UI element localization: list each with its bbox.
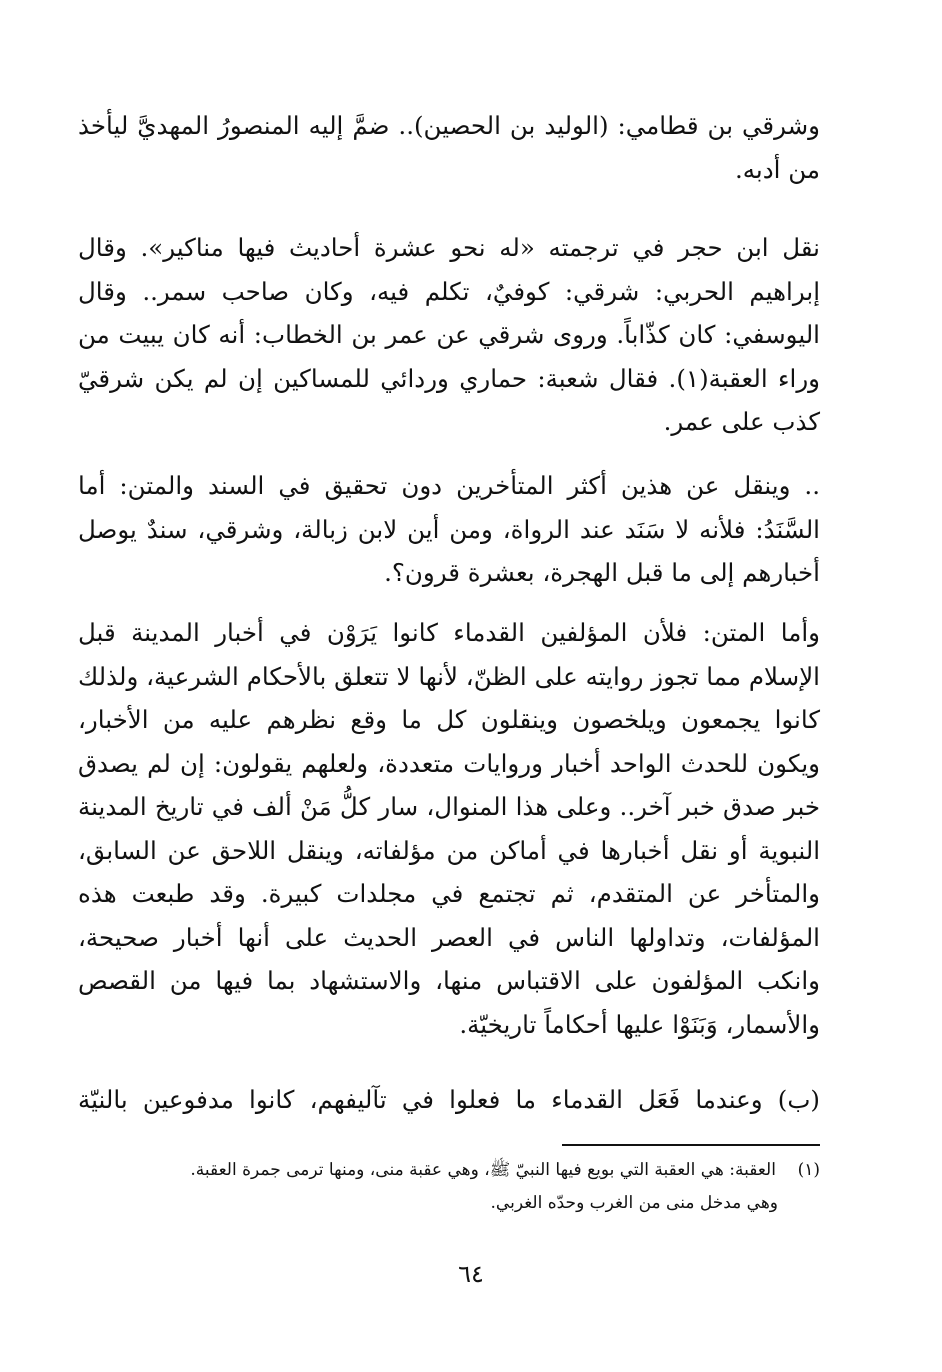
paragraph-1: وشرقي بن قطامي: (الوليد بن الحصين).. ضمَّ إليه المنصورُ المهديَّ ليأخذ من أدبه. [78, 111, 820, 184]
paragraph-2: نقل ابن حجر في ترجمته «له نحو عشرة أحاديث فيها مناكير». وقال إبراهيم الحربي: شرقي: كوفيٌ، تكلم فيه، وكان صاحب سمر.. وقال اليوسفي: كان كذّاباً. وروى شرقي عن عمر بن الخطاب: أنه كان يبيت من وراء العقبة(١). فقال شعبة: حماري وردائي للمساكين إن لم يكن شرقيّ كذب على عمر. [78, 233, 820, 436]
footnote-text-1: العقبة: هي العقبة التي بويع فيها النبيّ ﷺ، وهي عقبة منى، ومنها ترمى جمرة العقبة. [190, 1160, 776, 1180]
paragraph-3: .. وينقل عن هذين أكثر المتأخرين دون تحقيق في السند والمتن: أما السَّنَدُ: فلأنه لا سَنَد عند الرواة، ومن أين لابن زبالة، وشرقي، سندٌ يوصل أخبارهم إلى ما قبل الهجرة، بعشرة قرون؟. [78, 471, 820, 587]
footnote-divider [562, 1144, 820, 1146]
footnote [78, 1154, 820, 1220]
footnote-marker: (١) [797, 1160, 820, 1180]
paragraph-5: (ب) وعندما فَعَل القدماء ما فعلوا في تآليفهم، كانوا مدفوعين بالنيّة [78, 1085, 820, 1114]
footnote-text-2: وهي مدخل منى من الغرب وحدّه الغربي. [490, 1193, 778, 1213]
paragraph-4: وأما المتن: فلأن المؤلفين القدماء كانوا يَرَوْن في أخبار المدينة قبل الإسلام مما تجوز روايته على الظنّ، لأنها لا تتعلق بالأحكام الشرعية، ولذلك كانوا يجمعون ويلخصون وينقلون كل ما وقع نظرهم عليه من الأخبار، ويكون للحدث الواحد أخبار وروايات متعددة، ولعلهم يقولون: إن لم يصدق خبر صدق خبر آخر.. وعلى هذا المنوال، سار كلُّ مَنْ ألف في تاريخ المدينة النبوية أو نقل أخبارها في أماكن من مؤلفاته، وينقل اللاحق عن السابق، والمتأخر عن المتقدم، ثم تجتمع في مجلدات كبيرة. وقد طبعت هذه المؤلفات، وتداولها الناس في العصر الحديث على أنها أخبار صحيحة، وانكب المؤلفون على الاقتباس منها، والاستشهاد بما فيها من القصص والأسمار، وَبَنَوْا عليها أحكاماً تاريخيّة. [78, 618, 820, 1039]
page-number: ٦٤ [458, 1260, 484, 1288]
footnote-line-1 [78, 1154, 820, 1187]
footnote-line-2 [78, 1187, 820, 1220]
